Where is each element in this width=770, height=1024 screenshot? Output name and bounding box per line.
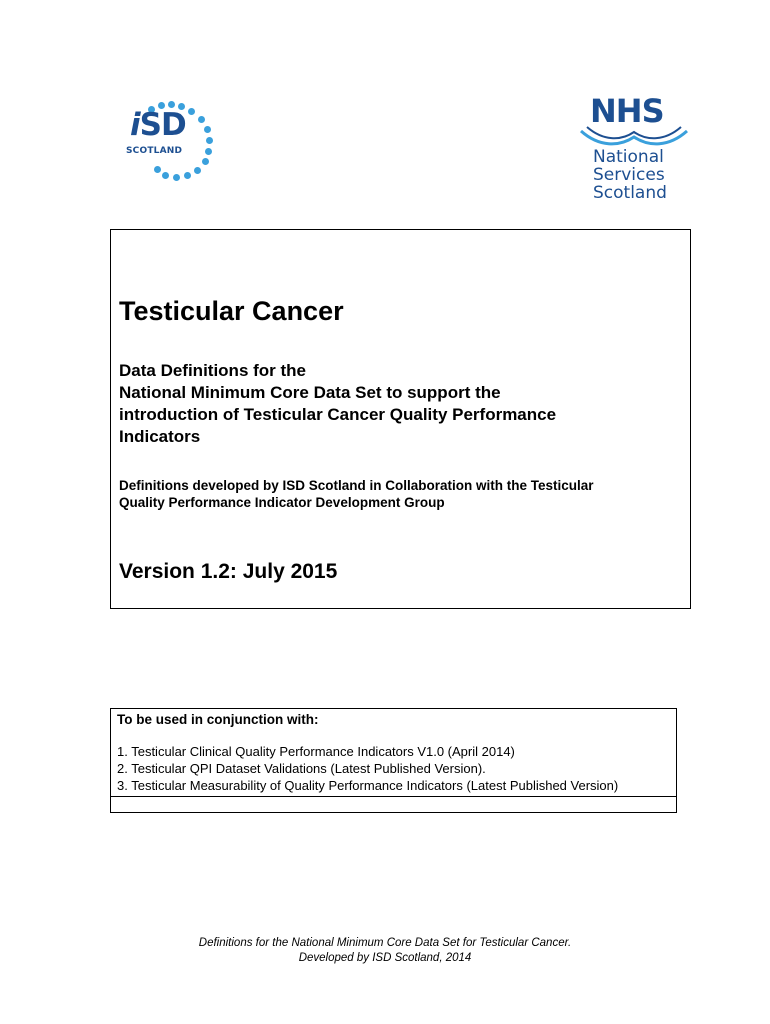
nhs-mark: NHS xyxy=(590,92,664,130)
reference-heading: To be used in conjunction with: xyxy=(117,712,319,727)
nhs-line-scotland: Scotland xyxy=(593,183,667,203)
subtitle-line: National Minimum Core Data Set to support the xyxy=(119,383,501,402)
title-box xyxy=(110,229,691,609)
subtitle-line: Indicators xyxy=(119,427,201,446)
isd-dot xyxy=(184,172,191,179)
subtitle-line: introduction of Testicular Cancer Quality Performance xyxy=(119,405,557,424)
isd-scotland-logo xyxy=(118,96,228,186)
collab-line: Quality Performance Indicator Development Group xyxy=(119,495,445,510)
nhs-line-national: National xyxy=(593,147,664,167)
isd-dot xyxy=(162,172,169,179)
isd-subline: SCOTLAND xyxy=(126,146,183,156)
reference-list xyxy=(117,743,618,794)
isd-dot xyxy=(204,126,211,133)
isd-dot xyxy=(206,137,213,144)
isd-dot xyxy=(154,166,161,173)
isd-wordmark: iSD xyxy=(130,107,186,143)
reference-item: 1. Testicular Clinical Quality Performance Indicators V1.0 (April 2014) xyxy=(117,744,515,759)
reference-box xyxy=(110,708,677,813)
nhs-line-services: Services xyxy=(593,165,665,185)
isd-dot xyxy=(205,148,212,155)
document-title: Testicular Cancer xyxy=(119,296,344,326)
isd-dot xyxy=(202,158,209,165)
subtitle-line: Data Definitions for the xyxy=(119,361,307,380)
reference-divider xyxy=(111,796,676,797)
reference-item: 3. Testicular Measurability of Quality Performance Indicators (Latest Published Version) xyxy=(117,778,619,793)
document-subtitle xyxy=(119,360,679,448)
isd-dot xyxy=(198,116,205,123)
isd-dot xyxy=(194,167,201,174)
page-footer xyxy=(0,936,770,966)
collab-line: Definitions developed by ISD Scotland in Collaboration with the Testicular xyxy=(119,478,594,493)
collaboration-note xyxy=(119,477,684,511)
isd-dot xyxy=(188,108,195,115)
nhs-wave-icon xyxy=(579,125,689,147)
footer-line: Developed by ISD Scotland, 2014 xyxy=(298,952,472,964)
footer-line: Definitions for the National Minimum Core Data Set for Testicular Cancer. xyxy=(198,937,572,949)
isd-dot xyxy=(173,174,180,181)
reference-item: 2. Testicular QPI Dataset Validations (Latest Published Version). xyxy=(117,761,486,776)
document-version: Version 1.2: July 2015 xyxy=(119,560,338,583)
nhs-nss-logo xyxy=(579,92,689,205)
